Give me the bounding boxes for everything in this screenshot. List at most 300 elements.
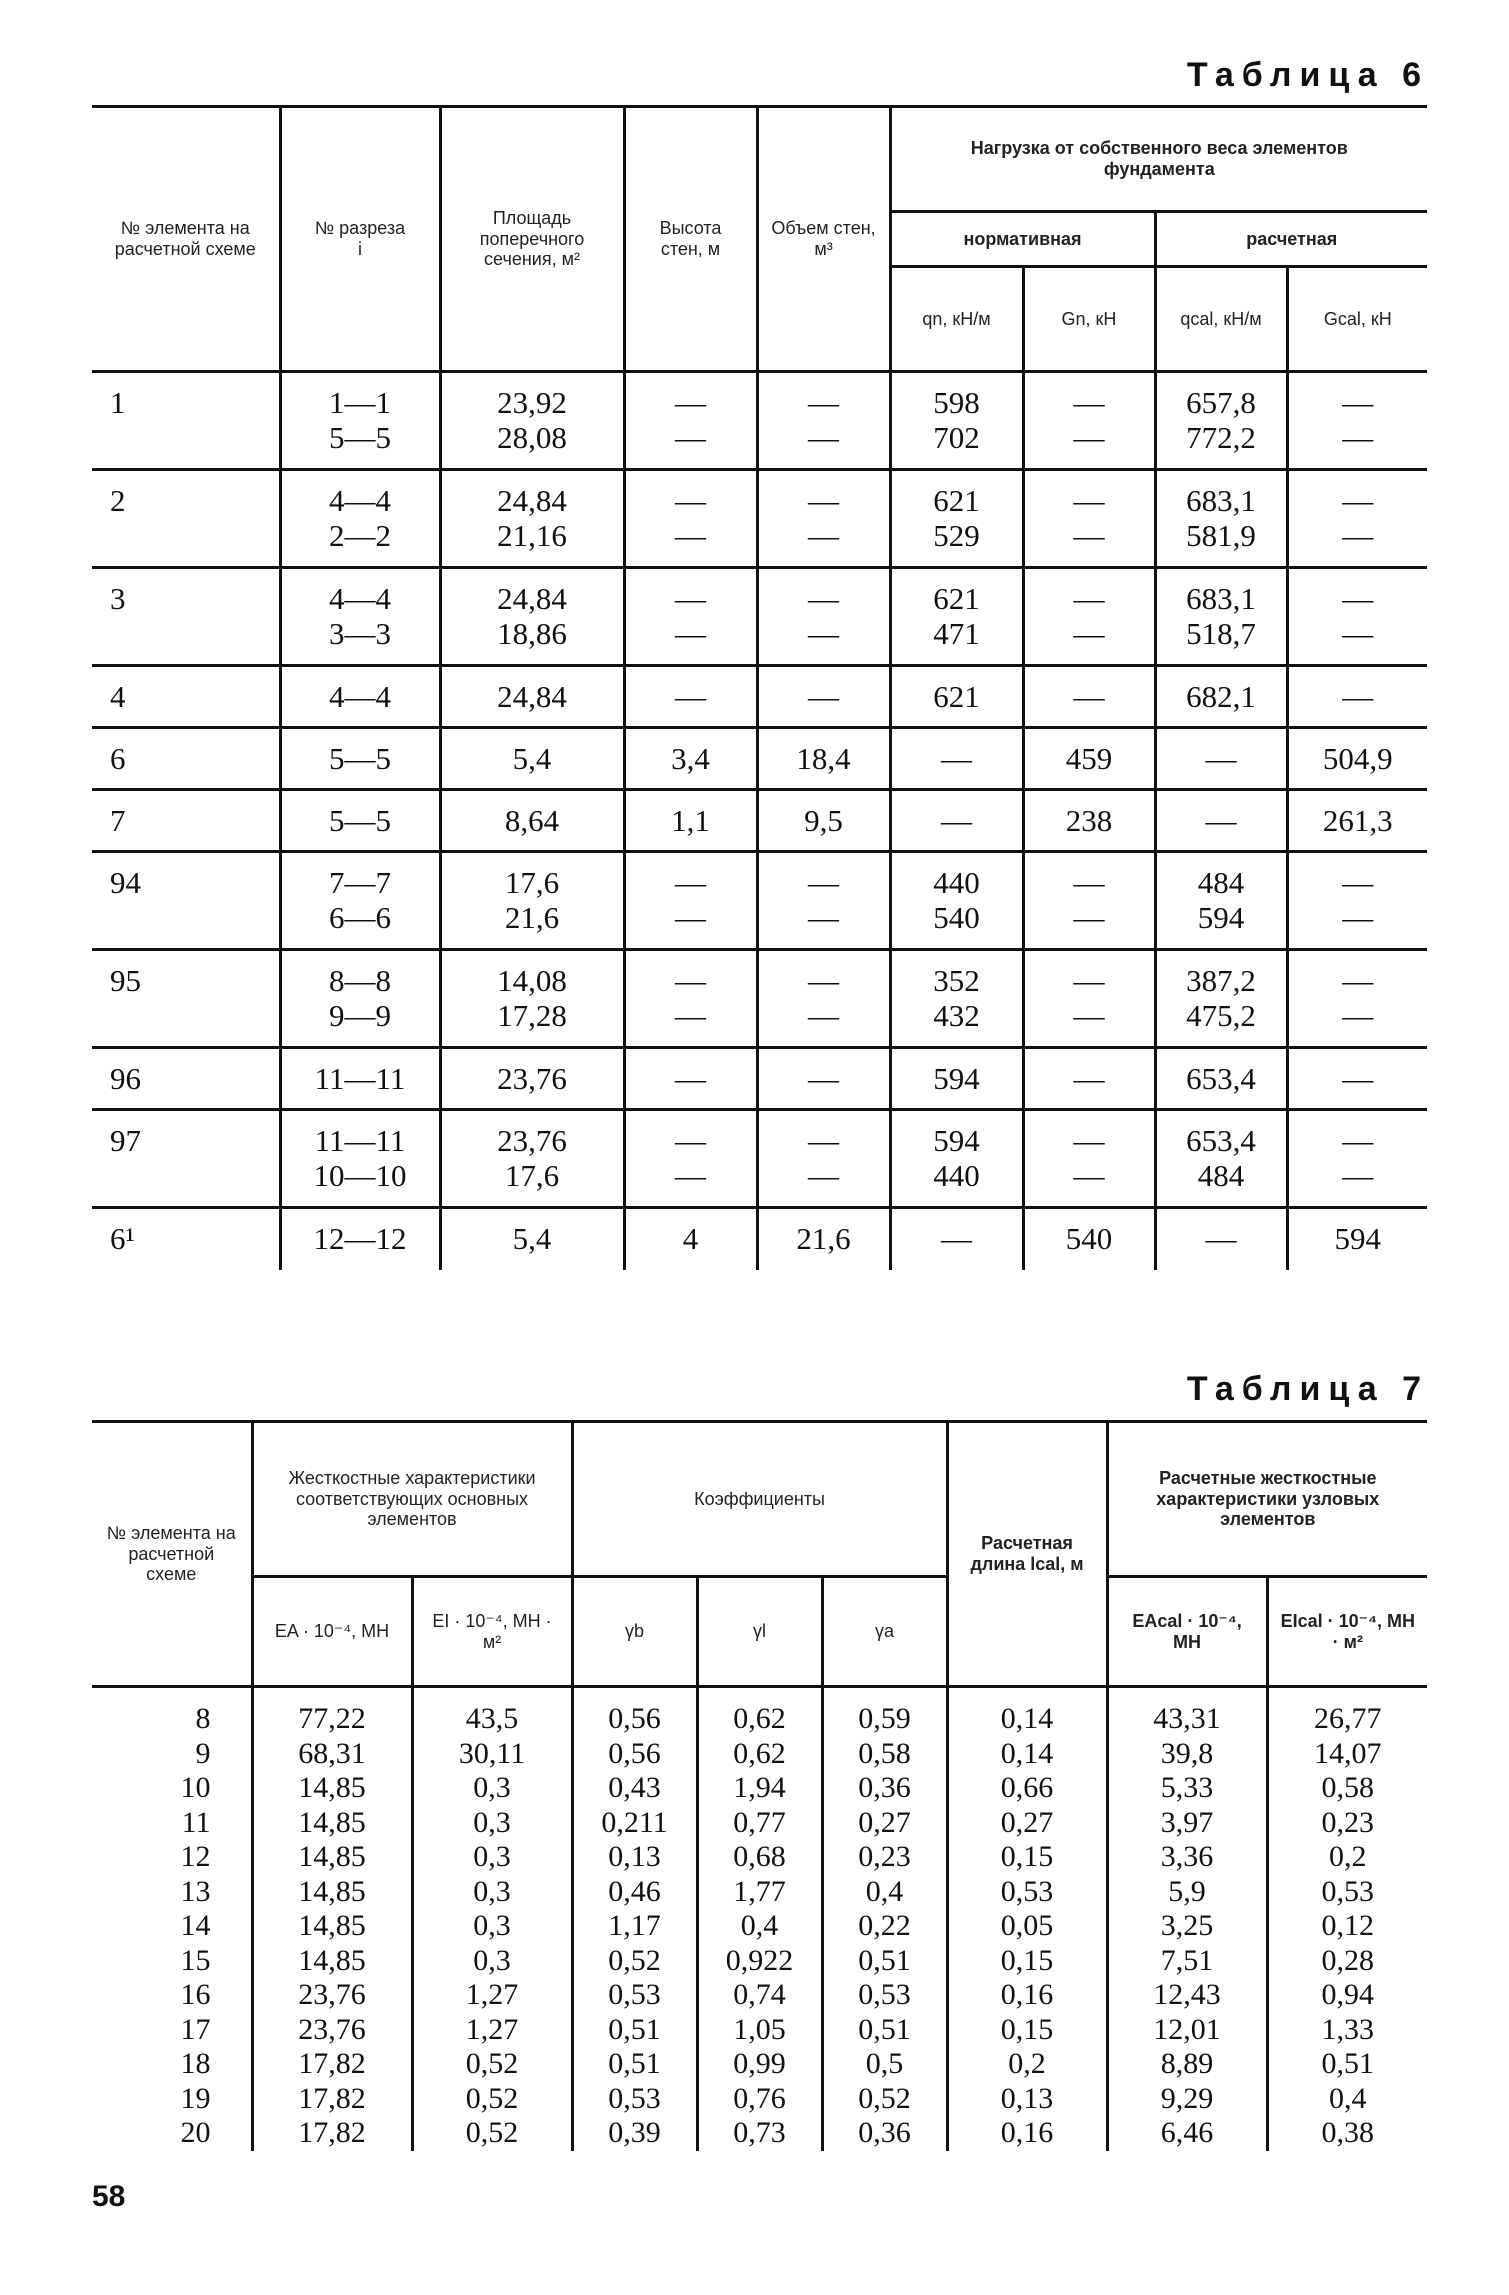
t6-value: — (1073, 1158, 1105, 1193)
t6-value: — (1073, 865, 1105, 900)
t6-value: 440 (933, 865, 980, 900)
t6-cell-height (624, 790, 757, 852)
t7-value: 1,17 (608, 1909, 661, 1942)
t6-value: 6—6 (329, 900, 391, 935)
t6-value: — (675, 483, 706, 518)
t6-value: — (1073, 1123, 1105, 1158)
t7-value: 0,36 (858, 2116, 911, 2149)
t7-value: 0,53 (608, 1978, 661, 2011)
t6-row (92, 470, 1427, 568)
t7-value: 0,22 (858, 1909, 911, 1942)
t6-header-height: Высота стен, м (624, 107, 757, 372)
t6-value: 3,4 (671, 741, 710, 776)
t6-value: 10—10 (313, 1158, 407, 1193)
t6-value: 594 (933, 1061, 980, 1096)
t6-cell-area (440, 372, 624, 470)
t6-value: — (808, 483, 839, 518)
t6-cell-qcal (1155, 1208, 1287, 1270)
t6-cell-qcal (1155, 568, 1287, 666)
t6-value: 1—1 (329, 385, 391, 420)
t6-cell-volume (757, 950, 890, 1048)
t7-value: 11 (181, 1805, 211, 1839)
t6-cell-height (624, 372, 757, 470)
t6-cell-qn (890, 950, 1023, 1048)
t7-header-yl: γl (697, 1577, 822, 1687)
t6-value: 484 (1197, 1158, 1245, 1193)
t6-value: — (808, 1123, 839, 1158)
t7-value: 0,58 (1321, 1771, 1375, 1804)
t6-value: — (1342, 865, 1374, 900)
t6-value: — (808, 1158, 839, 1193)
t6-cell-element: 97 (92, 1110, 280, 1208)
t6-value: 7—7 (329, 865, 391, 900)
t7-value: 0,39 (608, 2116, 661, 2149)
t7-value: 14,85 (298, 1771, 366, 1804)
t6-value: — (675, 1158, 706, 1193)
t6-header-qn: qn, кН/м (890, 267, 1023, 372)
t6-value: 540 (1065, 1221, 1113, 1256)
t6-cell-qn (890, 372, 1023, 470)
t6-value: 440 (933, 1158, 980, 1193)
t6-value: — (1342, 963, 1374, 998)
t6-value: 387,2 (1186, 963, 1256, 998)
t6-value: 5,4 (512, 1221, 552, 1256)
t6-value: 17,6 (504, 1158, 560, 1193)
t6-cell-section (280, 852, 440, 950)
t6-value: 4 (682, 1221, 699, 1256)
t6-cell-qn (890, 1208, 1023, 1270)
t6-cell-section (280, 1208, 440, 1270)
t6-cell-gcal (1287, 568, 1427, 666)
t6-row (92, 950, 1427, 1048)
t7-value: 0,51 (858, 1943, 911, 1977)
t6-cell-area (440, 666, 624, 728)
t6-cell-gn (1023, 1208, 1155, 1270)
t6-value: 657,8 (1186, 385, 1256, 420)
t7-value: 0,99 (733, 2047, 786, 2080)
t7-value: 0,2 (1008, 2047, 1046, 2080)
t6-cell-qcal (1155, 728, 1287, 790)
t6-value: 518,7 (1186, 616, 1256, 651)
t6-cell-qn (890, 852, 1023, 950)
t7-value: 0,12 (1321, 1909, 1375, 1942)
t6-cell-gn (1023, 728, 1155, 790)
t7-value: 17,82 (298, 2116, 366, 2149)
t7-value: 0,56 (608, 1736, 661, 1770)
t6-value: 8,64 (504, 803, 560, 838)
t7-value: 14,85 (298, 1909, 366, 1942)
t6-value: 5—5 (329, 803, 391, 838)
t6-header-section (280, 107, 440, 372)
t7-value: 0,15 (1000, 2012, 1054, 2046)
t7-column-eical (1267, 1687, 1427, 2151)
t7-header-length: Расчетная длина lcal, м (947, 1422, 1107, 1687)
t6-cell-element: 6 (92, 728, 280, 790)
t6-value: 683,1 (1186, 581, 1256, 616)
t6-cell-gcal (1287, 666, 1427, 728)
t6-cell-volume (757, 1048, 890, 1110)
t7-value: 0,73 (733, 2116, 786, 2149)
t6-value: 4—4 (329, 581, 391, 616)
t6-cell-height (624, 852, 757, 950)
t6-value: — (1073, 679, 1105, 714)
t7-value: 0,13 (1000, 2081, 1054, 2115)
t7-header-eacal: EAcal · 10⁻⁴, МН (1107, 1577, 1267, 1687)
t6-value: 12—12 (313, 1221, 407, 1256)
t7-value: 0,13 (608, 1840, 661, 1873)
t6-value: — (1073, 900, 1105, 935)
t6-cell-height (624, 1110, 757, 1208)
t7-value: 14,07 (1314, 1736, 1382, 1770)
t7-value: 0,5 (865, 2047, 904, 2080)
t6-cell-area (440, 470, 624, 568)
t7-value: 0,16 (1000, 2116, 1054, 2149)
t7-value: 0,62 (733, 1702, 786, 1735)
t7-value: 0,3 (473, 1771, 511, 1804)
t7-value: 26,77 (1314, 1702, 1382, 1735)
t6-value: 594 (933, 1123, 980, 1158)
t6-value: 5—5 (329, 420, 391, 455)
t6-cell-qcal (1155, 950, 1287, 1048)
t6-cell-volume (757, 470, 890, 568)
t7-value: 12,01 (1153, 2012, 1221, 2046)
t7-value: 23,76 (298, 1978, 366, 2011)
t7-value: 0,51 (608, 2047, 661, 2080)
t7-value: 0,58 (858, 1736, 911, 1770)
t6-value: 471 (933, 616, 980, 651)
t7-value: 0,53 (608, 2081, 661, 2115)
t6-value: — (941, 741, 972, 776)
t7-header-element: № элемента на расчетной схеме (92, 1422, 252, 1687)
t6-cell-qcal (1155, 372, 1287, 470)
t6-value: 21,6 (796, 1221, 851, 1256)
t7-value: 0,23 (1321, 1805, 1375, 1839)
t6-cell-gn (1023, 1110, 1155, 1208)
t7-value: 17 (180, 2012, 211, 2046)
t7-column-element (92, 1687, 252, 2151)
t6-value: 475,2 (1186, 998, 1256, 1033)
t6-value: 24,84 (497, 679, 567, 714)
t6-value: 621 (933, 679, 980, 714)
t6-row (92, 1208, 1427, 1270)
t6-value: 18,86 (497, 616, 567, 651)
t7-value: 12 (180, 1840, 211, 1873)
t7-value: 23,76 (298, 2012, 366, 2046)
t6-cell-gn (1023, 372, 1155, 470)
t6-cell-gcal (1287, 852, 1427, 950)
t7-value: 0,14 (1000, 1702, 1054, 1735)
t6-cell-section (280, 470, 440, 568)
t6-value: 24,84 (497, 483, 567, 518)
t6-cell-qcal (1155, 790, 1287, 852)
t7-column-yb (572, 1687, 697, 2151)
t6-value: — (675, 581, 706, 616)
t6-value: — (1342, 483, 1374, 518)
t6-value: 21,16 (497, 518, 567, 553)
t7-value: 0,3 (473, 1805, 511, 1839)
t7-value: 0,94 (1321, 1978, 1375, 2011)
t6-value: — (1073, 1061, 1105, 1096)
t6-row (92, 790, 1427, 852)
t6-value: — (1342, 420, 1374, 455)
t6-value: 238 (1065, 803, 1113, 838)
t7-value: 5,9 (1168, 1874, 1206, 1908)
t6-cell-area (440, 568, 624, 666)
t6-header-load-group: Нагрузка от собственного веса элементов фундамента (890, 107, 1427, 212)
t6-row (92, 666, 1427, 728)
t6-value: 14,08 (497, 963, 567, 998)
t6-row (92, 728, 1427, 790)
t7-value: 0,53 (858, 1978, 911, 2011)
t7-value: 0,211 (601, 1805, 668, 1839)
t6-cell-area (440, 1048, 624, 1110)
t7-value: 5,33 (1160, 1771, 1214, 1804)
t6-cell-qn (890, 790, 1023, 852)
t6-cell-gcal (1287, 1208, 1427, 1270)
t6-value: — (1342, 1158, 1374, 1193)
t7-value: 0,4 (865, 1874, 904, 1908)
t6-value: 5—5 (329, 741, 391, 776)
t6-header-volume: Объем стен, м³ (757, 107, 890, 372)
t7-value: 3,36 (1160, 1840, 1214, 1873)
t6-value: — (808, 420, 839, 455)
t6-cell-height (624, 728, 757, 790)
page-number: 58 (92, 2180, 126, 2213)
t6-header-normative: нормативная (890, 212, 1155, 267)
t7-value: 0,14 (1000, 1736, 1054, 1770)
t7-value: 0,53 (1000, 1874, 1054, 1908)
t6-value: — (808, 518, 839, 553)
t7-value: 0,74 (733, 1978, 786, 2011)
t7-value: 0,23 (858, 1840, 911, 1873)
t6-value: 24,84 (497, 581, 567, 616)
t6-cell-height (624, 1048, 757, 1110)
t7-value: 1,27 (465, 2012, 519, 2046)
t6-value: — (1342, 385, 1374, 420)
t6-value: 598 (933, 385, 980, 420)
t6-value: — (675, 385, 706, 420)
t6-cell-qn (890, 470, 1023, 568)
t6-row (92, 1048, 1427, 1110)
t6-value: 2—2 (329, 518, 391, 553)
t7-header-ea: EA · 10⁻⁴, МН (252, 1577, 412, 1687)
t6-value: 653,4 (1186, 1061, 1256, 1096)
t6-value: — (808, 581, 839, 616)
t6-value: 23,76 (497, 1061, 567, 1096)
t7-value: 3,25 (1160, 1909, 1214, 1942)
t7-header-ei: EI · 10⁻⁴, МН · м² (412, 1577, 572, 1687)
t6-value: — (1205, 803, 1237, 838)
t7-column-length (947, 1687, 1107, 2151)
t6-cell-qcal (1155, 666, 1287, 728)
t6-header-area: Площадь поперечного сечения, м² (440, 107, 624, 372)
t6-value: — (675, 679, 706, 714)
t6-value: — (1342, 616, 1374, 651)
t7-value: 77,22 (298, 1702, 366, 1735)
t7-value: 0,46 (608, 1874, 661, 1908)
t7-value: 10 (180, 1771, 211, 1804)
t6-value: 9,5 (804, 803, 843, 838)
t6-cell-volume (757, 568, 890, 666)
t6-cell-qn (890, 728, 1023, 790)
t7-value: 14,85 (298, 1840, 366, 1873)
t6-value: 23,76 (497, 1123, 567, 1158)
t7-value: 0,36 (858, 1771, 911, 1804)
t6-value: — (808, 679, 839, 714)
t6-cell-volume (757, 666, 890, 728)
t7-value: 68,31 (298, 1736, 366, 1770)
t7-value: 12,43 (1153, 1978, 1221, 2011)
t6-value: — (675, 518, 706, 553)
t6-value: 28,08 (497, 420, 567, 455)
t7-value: 6,46 (1160, 2116, 1214, 2149)
t6-value: — (1073, 483, 1105, 518)
t6-value: — (1073, 518, 1105, 553)
t7-header-nodal: Расчетные жесткостные характеристики узловых элементов (1107, 1422, 1427, 1577)
t6-cell-qcal (1155, 1048, 1287, 1110)
t7-header-eical: EIcal · 10⁻⁴, МН · м² (1267, 1577, 1427, 1687)
t6-cell-gn (1023, 790, 1155, 852)
t6-value: — (808, 998, 839, 1033)
t7-value: 0,53 (1321, 1874, 1375, 1908)
t6-value: 594 (1334, 1221, 1382, 1256)
t7-value: 0,56 (608, 1702, 661, 1735)
t6-row (92, 852, 1427, 950)
table7-caption: Таблица 7 (1186, 1370, 1429, 1408)
t7-column-yl (697, 1687, 822, 2151)
t6-cell-area (440, 1110, 624, 1208)
t7-value: 0,68 (733, 1840, 786, 1873)
t6-value: — (1342, 1061, 1374, 1096)
t6-value: 621 (933, 581, 980, 616)
t6-header-design: расчетная (1155, 212, 1427, 267)
t7-value: 0,05 (1000, 1909, 1054, 1942)
t7-value: 0,66 (1000, 1771, 1054, 1804)
t6-cell-section (280, 372, 440, 470)
t7-value: 14,85 (298, 1943, 366, 1977)
t6-header-qcal: qcal, кН/м (1155, 267, 1287, 372)
t6-cell-gn (1023, 950, 1155, 1048)
t7-value: 13 (180, 1874, 211, 1908)
t7-column-eacal (1107, 1687, 1267, 2151)
t7-value: 0,77 (733, 1805, 786, 1839)
t6-cell-gcal (1287, 1048, 1427, 1110)
t7-value: 8,89 (1160, 2047, 1214, 2080)
t7-value: 0,3 (473, 1840, 511, 1873)
table-7 (92, 1420, 1427, 2151)
t6-value: 594 (1197, 900, 1245, 935)
t6-value: — (941, 1221, 972, 1256)
t6-cell-section (280, 950, 440, 1048)
t7-value: 19 (180, 2081, 211, 2115)
t7-value: 9 (195, 1736, 211, 1770)
t6-value: — (808, 900, 839, 935)
t7-value: 39,8 (1160, 1736, 1214, 1770)
t7-value: 0,43 (608, 1771, 661, 1804)
t6-row (92, 568, 1427, 666)
table6-caption: Таблица 6 (1186, 56, 1429, 94)
t7-value: 0,3 (473, 1943, 511, 1977)
t6-value: — (1342, 581, 1374, 616)
t7-value: 0,4 (740, 1909, 779, 1942)
t6-value: 3—3 (329, 616, 391, 651)
t6-value: 529 (933, 518, 980, 553)
t6-cell-section (280, 568, 440, 666)
t6-value: — (1342, 998, 1374, 1033)
t7-value: 0,52 (465, 2081, 519, 2115)
t6-cell-qn (890, 568, 1023, 666)
t6-cell-gn (1023, 470, 1155, 568)
t6-cell-area (440, 852, 624, 950)
t7-value: 0,3 (473, 1874, 511, 1908)
t7-value: 0,52 (858, 2081, 911, 2115)
t6-value: 432 (933, 998, 980, 1033)
t6-value: — (808, 616, 839, 651)
table-6 (92, 105, 1427, 1270)
t6-value: — (1205, 1221, 1237, 1256)
t6-cell-volume (757, 1208, 890, 1270)
t7-value: 0,15 (1000, 1943, 1054, 1977)
t6-header-gcal: Gcal, кН (1287, 267, 1427, 372)
t6-cell-height (624, 1208, 757, 1270)
t6-value: 653,4 (1186, 1123, 1256, 1158)
t6-value: 23,92 (497, 385, 567, 420)
t6-value: — (675, 865, 706, 900)
t6-value: — (675, 1123, 706, 1158)
t6-value: 5,4 (512, 741, 552, 776)
t6-cell-gn (1023, 568, 1155, 666)
t7-column-ea (252, 1687, 412, 2151)
t7-value: 0,59 (858, 1702, 911, 1735)
t7-value: 1,77 (733, 1874, 786, 1908)
t6-cell-element: 3 (92, 568, 280, 666)
t6-cell-section (280, 666, 440, 728)
t6-value: 504,9 (1322, 741, 1393, 776)
t7-value: 0,27 (858, 1805, 911, 1839)
t6-cell-element: 94 (92, 852, 280, 950)
t6-value: 11—11 (314, 1123, 406, 1158)
t7-value: 16 (180, 1978, 211, 2011)
t6-cell-volume (757, 372, 890, 470)
t6-cell-element: 96 (92, 1048, 280, 1110)
t6-header-section-label: № разреза (314, 218, 406, 239)
t6-cell-section (280, 1048, 440, 1110)
t6-value: — (1073, 420, 1105, 455)
t6-value: — (1073, 616, 1105, 651)
t7-value: 0,15 (1000, 1840, 1054, 1873)
t6-cell-volume (757, 1110, 890, 1208)
t7-value: 0,16 (1000, 1978, 1054, 2011)
t7-value: 14 (180, 1909, 211, 1942)
t6-value: 18,4 (796, 741, 851, 776)
t7-value: 0,27 (1000, 1805, 1054, 1839)
t6-cell-area (440, 1208, 624, 1270)
t6-cell-gcal (1287, 790, 1427, 852)
t6-cell-section (280, 1110, 440, 1208)
t6-value: — (675, 963, 706, 998)
t7-value: 0,76 (733, 2081, 786, 2115)
t6-value: — (675, 900, 706, 935)
t7-value: 8 (195, 1702, 211, 1735)
t7-header-coeffs: Коэффициенты (572, 1422, 947, 1577)
t6-cell-gcal (1287, 470, 1427, 568)
t6-cell-section (280, 790, 440, 852)
t7-column-ya (822, 1687, 947, 2151)
t7-value: 0,52 (608, 1943, 661, 1977)
t6-value: 702 (933, 420, 980, 455)
t6-header-gn: Gn, кН (1023, 267, 1155, 372)
t6-cell-volume (757, 790, 890, 852)
